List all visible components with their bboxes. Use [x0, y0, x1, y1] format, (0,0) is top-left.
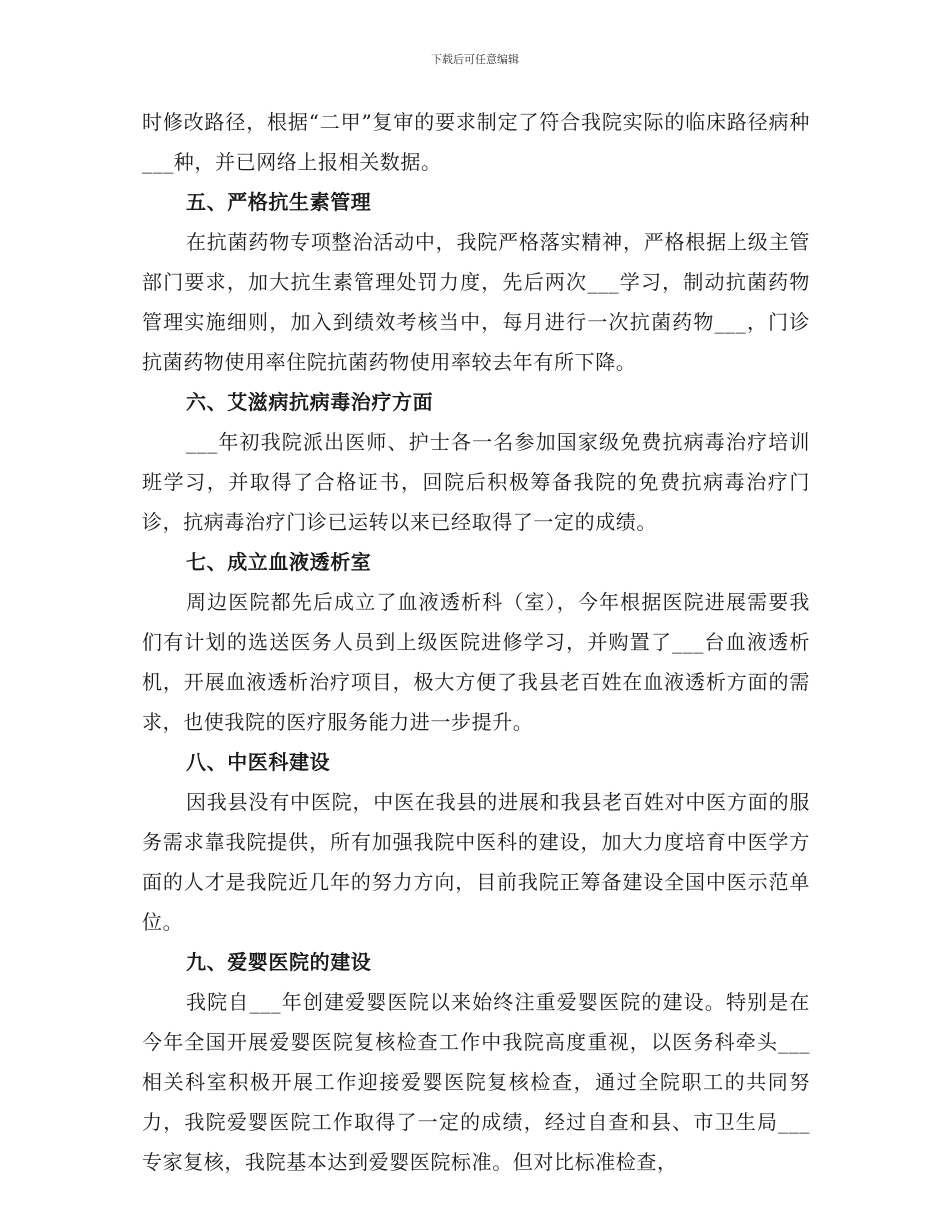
paragraph-dialysis: 周边医院都先后成立了血液透析科（室），今年根据医院进展需要我们有计划的选送医务人员到上级医院进修学习，并购置了___台血液透析机，开展血液透析治疗项目，极大方便了我县老百姓在血液透析方面的需求，也使我院的医疗服务能力进一步提升。 — [142, 590, 810, 734]
paragraph-aids-treatment: ___年初我院派出医师、护士各一名参加国家级免费抗病毒治疗培训班学习，并取得了合格证书，回院后积极筹备我院的免费抗病毒治疗门诊，抗病毒治疗门诊已运转以来已经取得了一定的成绩。 — [142, 430, 810, 534]
section-heading-tcm: 八、中医科建设 — [186, 750, 331, 774]
document-body — [142, 102, 810, 1182]
section-heading-antibiotics: 五、严格抗生素管理 — [186, 190, 372, 214]
paragraph-tcm: 因我县没有中医院，中医在我县的进展和我县老百姓对中医方面的服务需求靠我院提供，所有加强我院中医科的建设，加大力度培育中医学方面的人才是我院近几年的努力方向，目前我院正筹备建设全国中医示范单位。 — [142, 790, 810, 934]
paragraph-baby-friendly: 我院自___年创建爱婴医院以来始终注重爱婴医院的建设。特别是在今年全国开展爱婴医院复核检查工作中我院高度重视，以医务科牵头___相关科室积极开展工作迎接爱婴医院复核检查，通过全院职工的共同努力，我院爱婴医院工作取得了一定的成绩，经过自查和县、市卫生局___专家复核，我院基本达到爱婴医院标准。但对比标准检查， — [142, 990, 810, 1174]
section-heading-dialysis: 七、成立血液透析室 — [186, 550, 372, 574]
header-note: 下载后可任意编辑 — [431, 53, 519, 66]
paragraph-antibiotics: 在抗菌药物专项整治活动中，我院严格落实精神，严格根据上级主管部门要求，加大抗生素管理处罚力度，先后两次___学习，制动抗菌药物管理实施细则，加入到绩效考核当中，每月进行一次抗菌药物___，门诊抗菌药物使用率住院抗菌药物使用率较去年有所下降。 — [142, 230, 810, 374]
section-heading-baby-friendly: 九、爱婴医院的建设 — [186, 950, 372, 974]
paragraph-intro-continuation: 时修改路径，根据“二甲”复审的要求制定了符合我院实际的临床路径病种___种，并已网络上报相关数据。 — [142, 110, 810, 174]
section-heading-aids-treatment: 六、艾滋病抗病毒治疗方面 — [186, 390, 434, 414]
